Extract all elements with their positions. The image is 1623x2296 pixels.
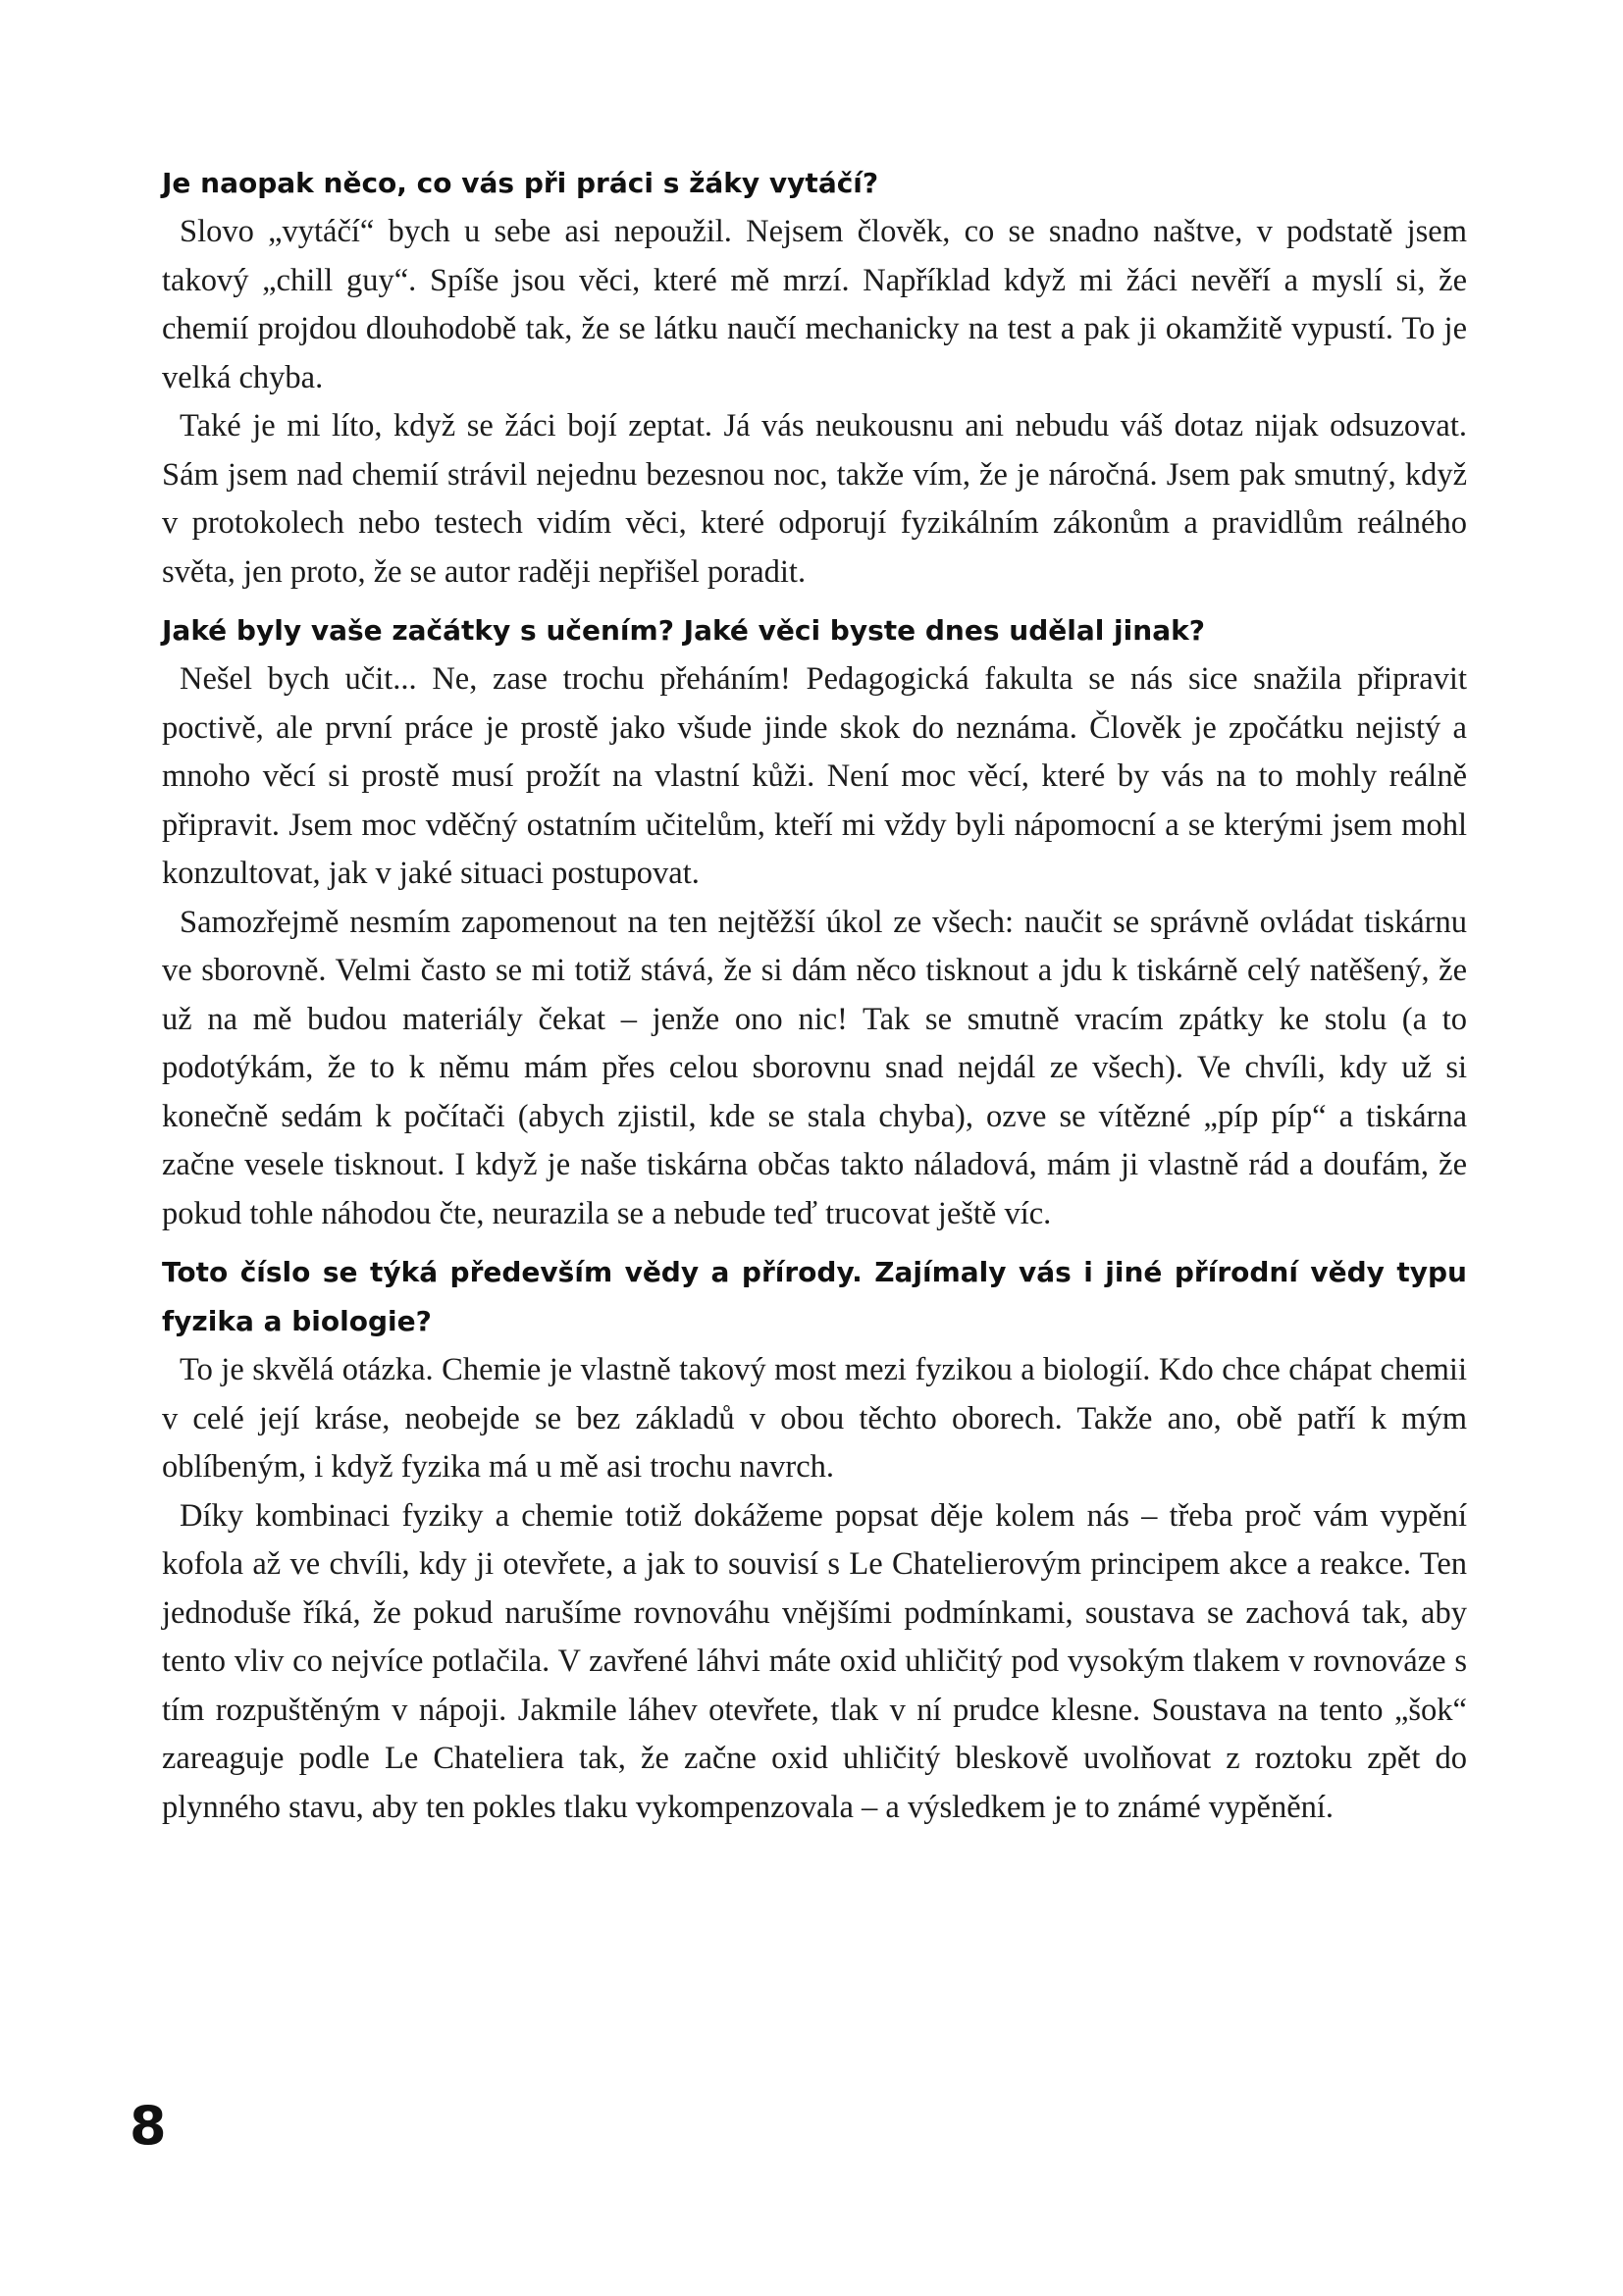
interview-section-1 <box>162 159 1467 597</box>
interview-section-3 <box>162 1248 1467 1832</box>
interview-question: Toto číslo se týká především vědy a přírody. Zajímaly vás i jiné přírodní vědy typu fyzika a biologie? <box>162 1256 1467 1337</box>
answer-paragraph: Slovo „vytáčí“ bych u sebe asi nepoužil. Nejsem člověk, co se snadno naštve, v podstatě jsem takový „chill guy“. Spíše jsou věci, které mě mrzí. Například když mi žáci nevěří a myslí si, že chemií projdou dlouhodobě tak, že se látku naučí mechanicky na test a pak ji okamžitě vypustí. To je velká chyba. <box>162 214 1467 395</box>
interview-section-2 <box>162 606 1467 1238</box>
interview-question: Je naopak něco, co vás při práci s žáky vytáčí? <box>162 167 879 199</box>
article-body <box>162 159 1467 1842</box>
answer-paragraph: Samozřejmě nesmím zapomenout na ten nejtěžší úkol ze všech: naučit se správně ovládat tiskárnu ve sborovně. Velmi často se mi totiž stává, že si dám něco tisknout a jdu k tiskárně celý natěšený, že už na mě budou materiály čekat – jenže ono nic! Tak se smutně vracím zpátky ke stolu (a to podotýkám, že to k němu mám přes celou sborovnu snad nejdál ze všech). Ve chvíli, kdy už si konečně sedám k počítači (abych zjistil, kde se stala chyba), ozve se vítězné „píp píp“ a tiskárna začne vesele tisknout. I když je naše tiskárna občas takto náladová, mám ji vlastně rád a doufám, že pokud tohle náhodou čte, neurazila se a nebude teď trucovat ještě víc. <box>162 904 1467 1231</box>
answer-paragraph: To je skvělá otázka. Chemie je vlastně takový most mezi fyzikou a biologií. Kdo chce chápat chemii v celé její kráse, neobejde se bez základů v obou těchto oborech. Takže ano, obě patří k mým oblíbeným, i když fyzika má u mě asi trochu navrch. <box>162 1352 1467 1485</box>
answer-paragraph: Díky kombinaci fyziky a chemie totiž dokážeme popsat děje kolem nás – třeba proč vám vypění kofola až ve chvíli, kdy ji otevřete, a jak to souvisí s Le Chatelierovým principem akce a reakce. Ten jednoduše říká, že pokud narušíme rovnováhu vnějšími podmínkami, soustava se zachová tak, aby tento vliv co nejvíce potlačila. V zavřené láhvi máte oxid uhličitý pod vysokým tlakem v rovnováze s tím rozpuštěným v nápoji. Jakmile láhev otevřete, tlak v ní prudce klesne. Soustava na tento „šok“ zareaguje podle Le Chateliera tak, že začne oxid uhličitý bleskově uvolňovat z roztoku zpět do plynného stavu, aby ten pokles tlaku vykompenzovala – a výsledkem je to známé vypěnění. <box>162 1497 1467 1825</box>
answer-paragraph: Nešel bych učit... Ne, zase trochu přeháním! Pedagogická fakulta se nás sice snažila připravit poctivě, ale první práce je prostě jako všude jinde skok do neznáma. Člověk je zpočátku nejistý a mnoho věcí si prostě musí prožít na vlastní kůži. Není moc věcí, které by vás na to mohly reálně připravit. Jsem moc vděčný ostatním učitelům, kteří mi vždy byli nápomocní a se kterými jsem mohl konzultovat, jak v jaké situaci postupovat. <box>162 661 1467 891</box>
page-number: 8 <box>130 2095 167 2157</box>
answer-paragraph: Také je mi líto, když se žáci bojí zeptat. Já vás neukousnu ani nebudu váš dotaz nijak odsuzovat. Sám jsem nad chemií strávil nejednu bezesnou noc, takže vím, že je náročná. Jsem pak smutný, když v protokolech nebo testech vidím věci, které odporují fyzikálním zákonům a pravidlům reálného světa, jen proto, že se autor raději nepřišel poradit. <box>162 408 1467 590</box>
interview-question: Jaké byly vaše začátky s učením? Jaké věci byste dnes udělal jinak? <box>162 614 1205 647</box>
